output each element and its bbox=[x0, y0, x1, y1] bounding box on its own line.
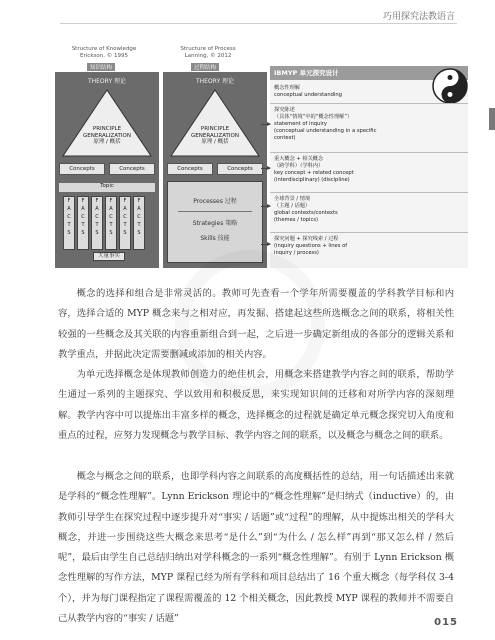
left-caption bbox=[69, 46, 139, 60]
block5-line2: (inquiry questions + lines of bbox=[274, 243, 348, 250]
processes-label: Processes 过程 bbox=[193, 198, 237, 205]
facts-letter: T bbox=[67, 222, 71, 228]
facts-letter: A bbox=[81, 206, 85, 212]
middle-caption-line1: Structure of Process bbox=[180, 46, 236, 52]
left-concepts-box-1: Concepts bbox=[59, 163, 105, 175]
panel-divider-1 bbox=[270, 103, 468, 104]
facts-letter: A bbox=[123, 206, 127, 212]
facts-letter: F bbox=[95, 198, 99, 204]
left-theory-label: THEORY 理论 bbox=[87, 78, 127, 85]
facts-letter: A bbox=[109, 206, 113, 212]
middle-principle-triangle bbox=[169, 88, 261, 158]
block4-line1: 全球背景 / 情境 bbox=[274, 196, 311, 202]
facts-letter: F bbox=[137, 198, 141, 204]
middle-caption-zh: 过程结构 bbox=[191, 63, 219, 71]
facts-letter: F bbox=[123, 198, 127, 204]
facts-letter: F bbox=[81, 198, 85, 204]
middle-principle: PRINCIPLE bbox=[200, 126, 230, 132]
facts-column bbox=[119, 196, 131, 250]
panel-block-statement-of-inquiry bbox=[274, 107, 444, 142]
block2-line1: 探究陈述 bbox=[274, 107, 295, 113]
block3-line2: （跨学科）（学科内） bbox=[274, 163, 324, 170]
block5-line3: inquiry / process) bbox=[274, 250, 319, 257]
facts-letter: T bbox=[95, 222, 99, 228]
block4-line4: (themes / topics) bbox=[274, 217, 319, 224]
facts-letter: T bbox=[137, 222, 141, 228]
left-principle-zh: 原理 / 概括 bbox=[93, 139, 121, 146]
side-tab-marker bbox=[489, 108, 495, 130]
block4-line3: global contexts/contexts bbox=[274, 210, 338, 217]
panel-divider-2 bbox=[270, 152, 468, 153]
page-number: 015 bbox=[434, 617, 458, 628]
facts-column bbox=[91, 196, 103, 250]
middle-concepts-box-1: Concepts bbox=[167, 163, 213, 175]
left-principle-triangle bbox=[61, 88, 153, 158]
facts-letter: C bbox=[81, 214, 85, 220]
block4-line2: （主题 / 话题） bbox=[274, 203, 311, 210]
facts-letter: S bbox=[123, 230, 127, 236]
ibmyp-unit-design-panel bbox=[270, 66, 468, 268]
process-divider bbox=[178, 211, 252, 212]
ibmyp-panel-title: IBMYP 单元探究设计 bbox=[270, 66, 468, 80]
block1-line2: conceptual understanding bbox=[274, 92, 342, 99]
facts-letter: C bbox=[95, 214, 99, 220]
block2-line3: statement of inquiry bbox=[274, 121, 327, 128]
middle-generalization: GENERALIZATION bbox=[191, 132, 239, 139]
facts-letter: S bbox=[137, 230, 141, 236]
facts-letter: S bbox=[67, 230, 71, 236]
facts-column bbox=[77, 196, 89, 250]
block5-line1: 探究问题 + 探究线索 / 过程 bbox=[274, 236, 339, 242]
paragraph-3: 概念与概念之间的联系，也即学科内容之间联系的高度概括性的总结，用一句话描述出来就是学科的“概念性理解”。Lynn Erickson 理论中的“概念性理解”是归纳式（inductive）的，由教师引导学生在探究过程中逐步提升对“事实 / 话题”或“过程”的理解，从中提炼出相关的学科大概念，并进一步围绕这些大概念来思考“是什么”到“为什么 / 怎么样”再到“那又怎么样 / 然后呢”，最后由学生自己总结归纳出对学科概念的一系列“概念性理解”。有别于 Lynn Erickson 概念性理解的写作方法，MYP 课程已经为所有学科和项目总结出了 16 个重大概念（每学科仅 3-4 个），并为每门课程指定了课程需覆盖的 12 个相关概念，因此教授 MYP 课程的教师并不需要自己从教学内容的“事实 / 话题” bbox=[58, 471, 454, 625]
panel-divider-4 bbox=[270, 232, 468, 233]
left-principle: PRINCIPLE bbox=[92, 126, 122, 132]
panel-block-inquiry-questions bbox=[274, 236, 444, 257]
facts-letter: A bbox=[137, 206, 141, 212]
skills-label: Skills 技能 bbox=[200, 235, 230, 242]
left-principle-text bbox=[75, 126, 139, 146]
middle-theory-label: THEORY 理论 bbox=[195, 78, 235, 85]
middle-principle-zh: 原理 / 概括 bbox=[201, 139, 229, 146]
arrow-to-conceptual-understanding bbox=[261, 124, 270, 125]
block2-line4: (conceptual understanding in a specific bbox=[274, 128, 377, 135]
facts-letter: T bbox=[123, 222, 127, 228]
left-topic-bar: Topic bbox=[59, 183, 155, 192]
paragraph-1: 概念的选择和组合是非常灵活的。教师可先查看一个学年所需要覆盖的学科教学目标和内容，选择合适的 MYP 概念来与之相对应，再发掘、搭建起这些所选概念之间的联系，将相关性较强的一些概念及其关联的内容重新组合到一起，之后进一步确定新组成的各部分的逻辑关系和教学重点，并据此决定需要删减或添加的相关内容。 bbox=[58, 288, 454, 360]
block2-line5: context) bbox=[274, 135, 296, 142]
middle-caption bbox=[168, 46, 248, 60]
arrow-to-global-contexts bbox=[261, 206, 270, 207]
left-generalization: GENERALIZATION bbox=[83, 132, 131, 139]
panel-block-key-concept bbox=[274, 156, 444, 184]
facts-column bbox=[105, 196, 117, 250]
panel-block-global-contexts bbox=[274, 196, 444, 224]
facts-letter: S bbox=[81, 230, 85, 236]
block3-line1: 重大概念 + 相关概念 bbox=[274, 156, 324, 162]
facts-column bbox=[133, 196, 145, 250]
middle-principle-text bbox=[183, 126, 247, 146]
arrow-to-key-concept bbox=[261, 168, 270, 169]
left-concepts-box-2: Concepts bbox=[109, 163, 155, 175]
arrow-to-inquiry-questions bbox=[261, 244, 270, 245]
left-caption-line1: Structure of Knowledge bbox=[71, 46, 137, 52]
facts-letter: F bbox=[67, 198, 71, 204]
facts-zh-label: 大量事实 bbox=[93, 252, 125, 261]
facts-letter: C bbox=[67, 214, 71, 220]
facts-letter: C bbox=[109, 214, 113, 220]
left-caption-line2: Erickson, © 1995 bbox=[80, 52, 128, 59]
middle-concepts-box-2: Concepts bbox=[217, 163, 263, 175]
left-caption-zh: 知识结构 bbox=[87, 63, 115, 71]
running-header: 巧用探究法教语言 bbox=[382, 12, 455, 22]
block1-line1: 概念性理解 bbox=[274, 85, 300, 91]
strategies-label: Strategies 策略 bbox=[192, 220, 238, 227]
facts-letter: S bbox=[109, 230, 113, 236]
facts-letter: T bbox=[109, 222, 113, 228]
block2-line2: （具体“情境”中的“概念性理解”） bbox=[274, 114, 353, 121]
panel-divider-3 bbox=[270, 192, 468, 193]
facts-letter: S bbox=[95, 230, 99, 236]
facts-letter: T bbox=[81, 222, 85, 228]
middle-caption-line2: Lanning, © 2012 bbox=[184, 52, 232, 59]
knowledge-structure-figure bbox=[55, 46, 468, 268]
panel-block-conceptual-understanding bbox=[274, 85, 444, 99]
facts-letter: A bbox=[95, 206, 99, 212]
facts-column bbox=[63, 196, 75, 250]
facts-letter: A bbox=[67, 206, 71, 212]
block3-line4: (interdisciplinary) (discipline) bbox=[274, 177, 350, 184]
facts-letter: F bbox=[109, 198, 113, 204]
block3-line3: key concept + related concept bbox=[274, 170, 354, 177]
paragraph-2: 为单元选择概念是体现教师创造力的绝佳机会，用概念来搭建教学内容之间的联系，帮助学生通过一系列的主题探究、学以致用和积极反思，来实现知识间的迁移和对所学内容的深刻理解。教学内容中可以提炼出丰富多样的概念，选择概念的过程就是确定单元概念探究切入角度和重点的过程，应努力发现概念与教学目标、教学内容之间的联系，以及概念与概念之间的联系。 bbox=[58, 369, 454, 441]
facts-letter: C bbox=[137, 214, 141, 220]
facts-letter: C bbox=[123, 214, 127, 220]
header-rule bbox=[60, 23, 457, 24]
